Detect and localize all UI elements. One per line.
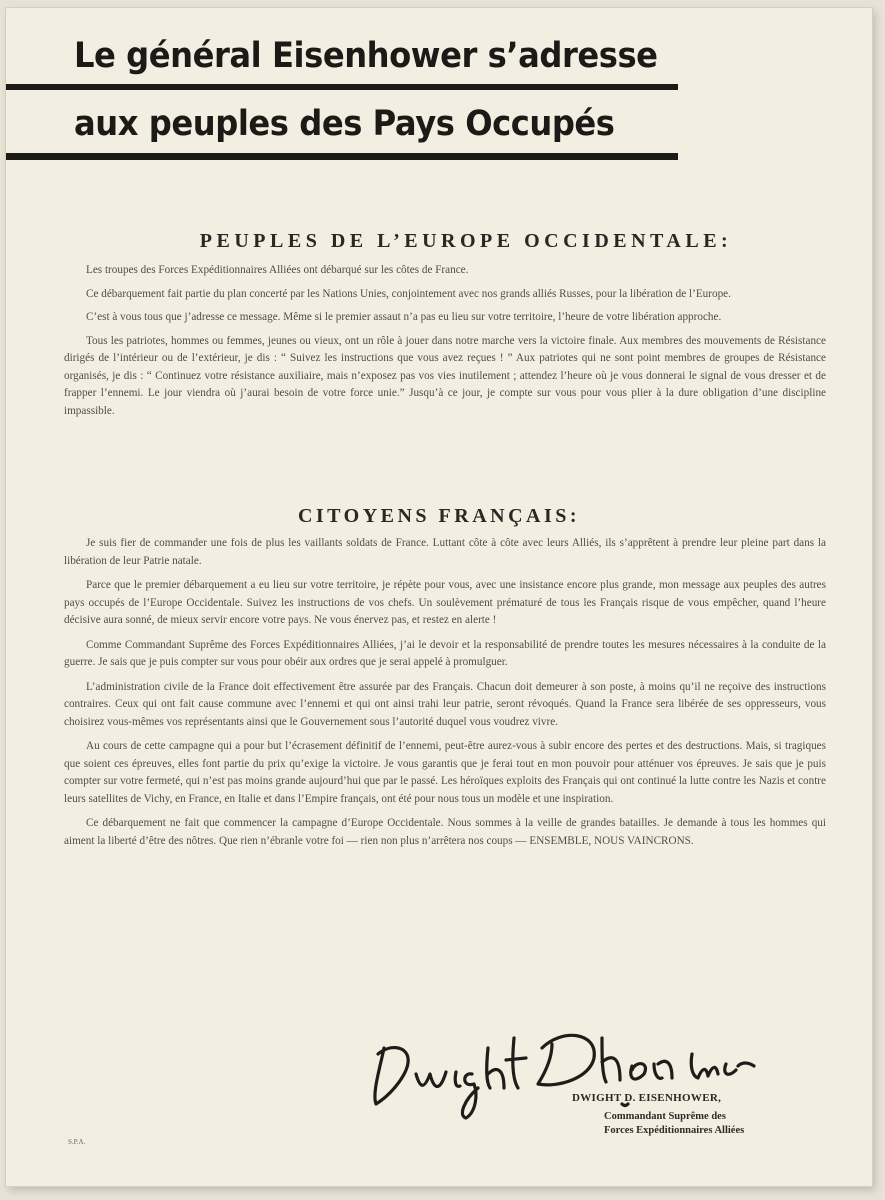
signatory-name: DWIGHT D. EISENHOWER, [572,1092,722,1104]
paragraph: Ce débarquement ne fait que commencer la campagne d’Europe Occidentale. Nous sommes à la veille de grandes batailles. Je demande à tous les hommes qui aiment la liberté d’être des nôtres. Que rien n’ébranle votre foi — rien non plus n’arrêtera nos coups — ENSEMBLE, NOUS VAINCRONS. [64,817,826,847]
paragraph: Tous les patriotes, hommes ou femmes, jeunes ou vieux, ont un rôle à jouer dans notre marche vers la victoire finale. Aux membres des mouvements de Résistance dirigés de l’intérieur ou de l’extérieur, je dis : “ Suivez les instructions que vous avez reçues ! ” Aux patriotes qui ne sont point membres de groupes de Résistance organisés, je dis : “ Continuez votre résistance auxiliaire, mais n’exposez pas vos vies inutilement ; attendez l’heure où je vous donnerai le signal de vous dresser et de frapper l’ennemi. Le jour viendra où j’aurai besoin de votre force unie.” Jusqu’à ce jour, je compte sur vous pour vous plier à la dure obligation d’une discipline impassible. [64,334,826,417]
title-rule-top [6,84,678,90]
section-heading-europe: PEUPLES DE L’EUROPE OCCIDENTALE: [199,230,733,252]
title-line-1: Le général Eisenhower s’adresse [74,36,658,76]
printer-stamp: S.P.A. [68,1138,86,1146]
paragraph: Ce débarquement fait partie du plan concerté par les Nations Unies, conjointement avec nos grands alliés Russes, pour la libération de l’Europe. [86,287,731,300]
paragraph: C’est à vous tous que j’adresse ce message. Même si le premier assaut n’a pas eu lieu sur votre territoire, l’heure de votre libération approche. [86,311,722,323]
section-heading-citoyens: CITOYENS FRANÇAIS: [297,505,581,527]
signatory-title-line-1: Commandant Suprême des [604,1111,726,1122]
paragraph: Comme Commandant Suprême des Forces Expéditionnaires Alliées, j’ai le devoir et la responsabilité de prendre toutes les mesures nécessaires à la conduite de la guerre. Je sais que je puis compter sur vous pour obéir aux ordres que je serai appelé à promulguer. [64,638,826,668]
title-block [6,8,678,178]
title-line-2: aux peuples des Pays Occupés [74,104,615,144]
signatory-title-line-2: Forces Expéditionnaires Alliées [604,1125,745,1136]
title-rule-bottom [6,153,678,160]
paragraph: Au cours de cette campagne qui a pour but l’écrasement définitif de l’ennemi, peut-être aurez-vous à subir encore des pertes et des destructions. Mais, si tragiques que soient ces épreuves, elles font partie du prix qu’exige la victoire. Je vous garantis que je ferai tout en mon pouvoir pour atténuer vos épreuves. Je sais que je puis compter sur votre fermeté, qui n’est pas moins grande aujourd’hui que par le passé. Les héroïques exploits des Français qui ont continué la lutte contre les Nazis et contre leurs satellites de Vichy, en France, en Italie et dans l’Empire français, ont été pour nous tous un modèle et une inspiration. [64,740,826,805]
paragraph: Je suis fier de commander une fois de plus les vaillants soldats de France. Luttant côte à côte avec leurs Alliés, ils s’apprêtent à prendre leur pleine part dans la libération de leur Patrie natale. [64,537,826,567]
paragraph: Parce que le premier débarquement a eu lieu sur votre territoire, je répète pour vous, avec une insistance encore plus grande, mon message aux peuples des autres pays occupés de l’Europe Occidentale. Suivez les instructions de vos chefs. Un soulèvement prématuré de tous les Français risque de vous empêcher, quand l’heure décisive aura sonné, de mieux servir encore votre pays. Ne vous énervez pas, et restez en alerte ! [64,579,826,626]
signatory-title [604,1110,804,1138]
section-europe-body [64,262,826,420]
section-citoyens-body [64,535,826,857]
paragraph: L’administration civile de la France doit effectivement être assurée par des Français. Chacun doit demeurer à son poste, à moins qu’il ne reçoive des instructions contraires. Ceux qui ont fait cause commune avec l’ennemi et qui ont ainsi trahi leur patrie, seront révoqués. Quand la France sera libérée de ses oppresseurs, vous choisirez vous-mêmes vos représentants ainsi que le Gouvernement sous l’autorité duquel vous voudrez vivre. [64,680,826,728]
paragraph: Les troupes des Forces Expéditionnaires Alliées ont débarqué sur les côtes de France. [86,264,469,276]
leaflet-page [6,8,872,1186]
